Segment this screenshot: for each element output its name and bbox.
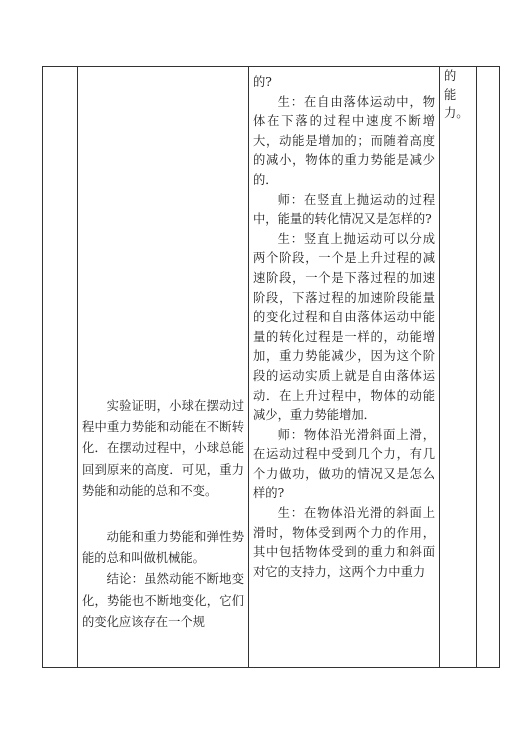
dialogue-line: 生：竖直上抛运动可以分成两个阶段，一个是上升过程的减速阶段，一个是下落过程的加速阶段，下落过程的加速阶段能量的变化过程和自由落体运动中能量的转化过程是一样的，动能增加，重力势能减少，因为这个阶段的运动实质上就是自由落体运动．在上升过程中，物体的动能减少，重力势能增加． [253, 231, 435, 423]
empty-cell-last [477, 67, 500, 668]
mechanical-energy-definition: 动能和重力势能和弹性势能的总和叫做机械能。 [82, 530, 244, 566]
dialogue-line: 师：物体沿光滑斜面上滑，在运动过程中受到几个力，有几个力做功，做功的情况又是怎么样的? [253, 427, 435, 501]
empty-cell-first [43, 67, 78, 668]
dialogue-cell [249, 67, 440, 668]
goal-cell [440, 67, 477, 668]
dialogue-line: 生：在自由落体运动中，物体在下落的过程中速度不断增大，动能是增加的；而随着高度的减小，物体的重力势能是减少的． [253, 94, 435, 187]
experiment-paragraph: 实验证明，小球在摆动过程中重力势能和动能在不断转化．在摆动过程中，小球总能回到原来的高度．可见，重力势能和动能的总和不变。 [82, 399, 244, 498]
dialogue-line: 的? [253, 75, 272, 89]
conclusion-paragraph: 结论：虽然动能不断地变化，势能也不断地变化，它们的变化应该存在一个规 [82, 572, 244, 629]
teaching-content-cell [78, 67, 249, 668]
table-row [43, 67, 500, 668]
goal-text: 的能力。 [444, 69, 469, 120]
dialogue-line: 师：在竖直上抛运动的过程中，能量的转化情况又是怎样的? [253, 192, 435, 227]
lesson-plan-table [42, 66, 500, 668]
dialogue-line: 生：在物体沿光滑的斜面上滑时，物体受到两个力的作用，其中包括物体受到的重力和斜面对它的支持力，这两个力中重力 [253, 506, 435, 579]
